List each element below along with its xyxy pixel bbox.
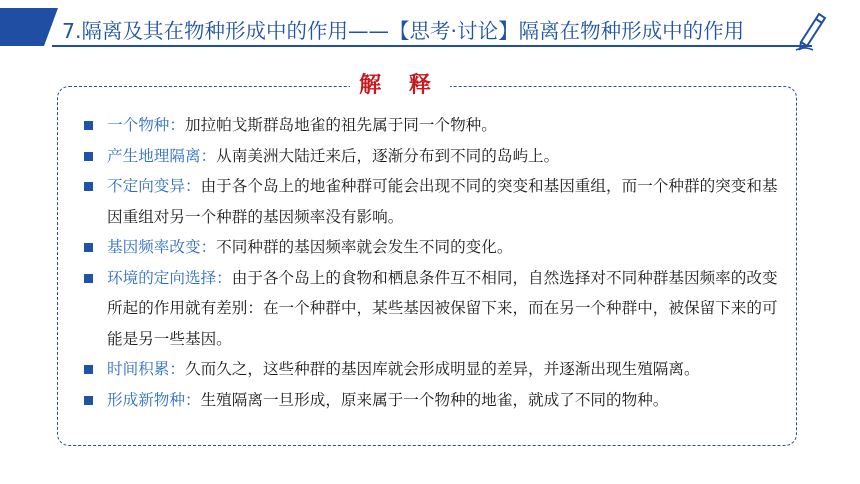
- list-item: [82, 141, 782, 172]
- square-bullet-icon: [84, 365, 93, 374]
- square-bullet-icon: [84, 121, 93, 130]
- item-text: 生殖隔离一旦形成，原来属于一个物种的地雀，就成了不同的物种。: [200, 390, 669, 409]
- item-label: 基因频率改变：: [107, 238, 217, 256]
- square-bullet-icon: [84, 152, 93, 161]
- square-bullet-icon: [84, 243, 93, 252]
- item-label: 不定向变异：: [107, 177, 201, 195]
- item-label: 产生地理隔离：: [107, 146, 217, 165]
- item-label: 一个物种：: [107, 116, 185, 134]
- item-text: 从南美洲大陆迁来后，逐渐分布到不同的岛屿上。: [216, 146, 560, 165]
- item-label: 形成新物种：: [107, 390, 201, 409]
- item-label: 环境的定向选择：: [107, 268, 232, 287]
- list-item: [82, 171, 782, 232]
- title-underline: [52, 45, 812, 47]
- list-item: [82, 263, 782, 355]
- title-bar: [0, 0, 860, 60]
- page-title: 7.隔离及其在物种形成中的作用——【思考·讨论】隔离在物种形成中的作用: [62, 19, 745, 43]
- list-item: [82, 354, 782, 385]
- list-item: [82, 232, 782, 263]
- item-text: 不同种群的基因频率就会发生不同的变化。: [216, 238, 513, 256]
- square-bullet-icon: [84, 274, 93, 283]
- section-heading-box: [350, 68, 450, 102]
- list-item: [82, 385, 782, 416]
- pencil-icon: [793, 8, 829, 52]
- item-label: 时间积累：: [107, 360, 185, 378]
- item-text: 久而久之，这些种群的基因库就会形成明显的差异，并逐渐出现生殖隔离。: [184, 360, 700, 378]
- item-text: 由于各个岛上的地雀种群可能会出现不同的突变和基因重组，而一个种群的突变和基因重组对另一个种群的基因频率没有影响。: [107, 177, 778, 226]
- list-item: [82, 110, 782, 141]
- square-bullet-icon: [84, 396, 93, 405]
- item-text: 由于各个岛上的食物和栖息条件互不相同，自然选择对不同种群基因频率的改变所起的作用就有差别：在一个种群中，某些基因被保留下来，而在另一个种群中，被保留下来的可能是另一些基因。: [107, 268, 778, 348]
- section-heading: 解 释: [359, 72, 441, 98]
- item-text: 加拉帕戈斯群岛地雀的祖先属于同一个物种。: [184, 116, 497, 134]
- explanation-list: [82, 110, 782, 415]
- square-bullet-icon: [84, 182, 93, 191]
